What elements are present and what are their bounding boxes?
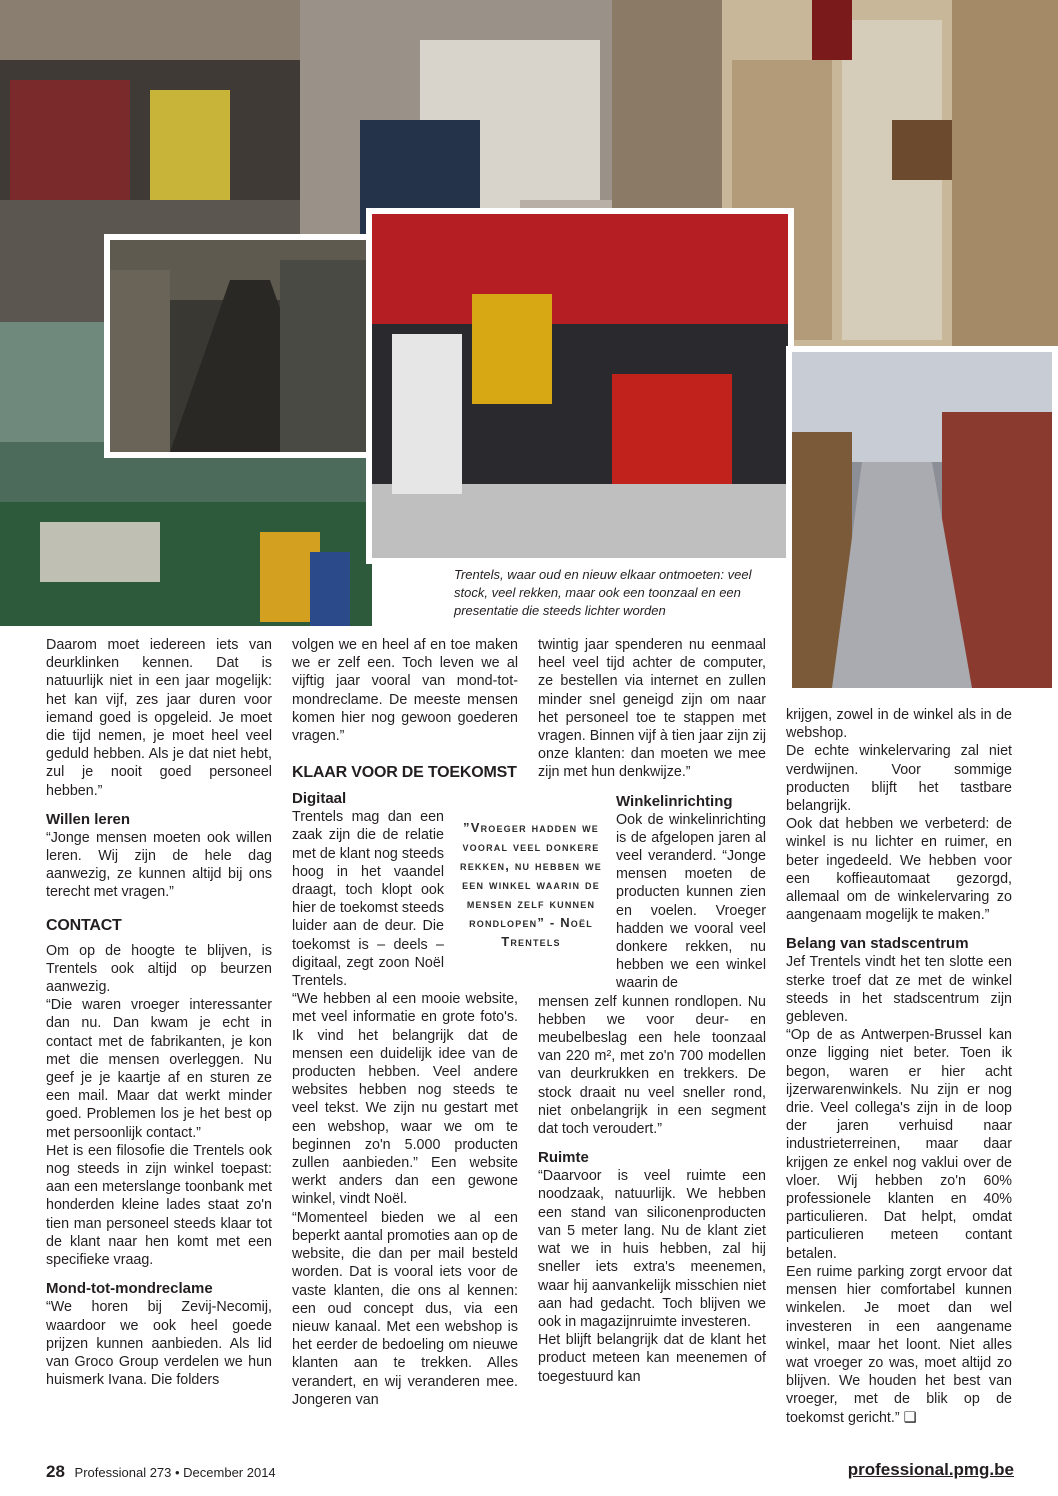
paragraph: “Momenteel bieden we al een beperkt aantal promoties aan op de website, die dan per mail besteld worden. Dat is vooral iets voor de vaste klanten, die ons al kennen: een oud concept dus, via een nieuw kanaal. Met een webshop is het eerder de bedoeling om nieuwe klanten aan te trekken. Alles verandert, en wij veranderen mee. Jongeren van — [292, 1209, 518, 1408]
photo-caption: Trentels, waar oud en nieuw elkaar ontmoeten: veel stock, veel rekken, maar ook een toonzaal en een presentatie die steeds lichter worden — [454, 567, 752, 618]
section-heading: KLAAR VOOR DE TOEKOMST — [292, 764, 517, 782]
drawer-aisle-photo — [104, 234, 404, 458]
subheading: Ruimte — [538, 1149, 589, 1167]
paragraph: Ook dat hebben we verbeterd: de winkel is nu lichter en ruimer, en beter ingedeeld. We hebben voor een koffieautomaat gezorgd, allemaal om de winkelervaring zo aangenaam mogelijk te maken.” — [786, 816, 1012, 924]
paragraph: “Jonge mensen moeten ook willen leren. Wij zijn de hele dag aanwezig, ze kunnen altijd bij ons terecht met vragen.” — [46, 829, 272, 901]
paragraph: twintig jaar spenderen nu eenmaal heel veel tijd achter de computer, ze bestellen via internet en zullen minder snel geneigd zijn om naar het personeel toe te stappen met vragen. Binnen vijf à tien jaar zijn zij onze klanten: dan moeten we mee zijn met hun denkwijze.” — [538, 637, 766, 781]
paragraph: Om op de hoogte te blijven, is Trentels ook altijd op beurzen aanwezig. — [46, 942, 272, 996]
paragraph: “Op de as Antwerpen-Brussel kan onze ligging niet beter. Toen ik begon, waren er hier acht ijzerwarenwinkels. Nu zijn er nog drie. Veel collega's zijn in de loop der jaren verhuisd naar industrieterreinen, maar daar krijgen ze enkel nog vaklui over de vloer. Wij hebben zo'n 60% professionele klanten en 40% particulieren. Dat helpt, omdat particulieren meteen contant betalen. — [786, 1027, 1012, 1262]
tool-wall-photo — [366, 208, 794, 564]
paragraph: Het blijft belangrijk dat de klant het product meteen kan meenemen of toegestuurd kan — [538, 1332, 766, 1385]
paragraph: “Daarvoor is veel ruimte een noodzaak, natuurlijk. We hebben een stand van siliconenproducten van 5 meter lang. Nu de klant ziet wat we in huis hebben, zal hij sneller iets extra's meenemen, waar hij aanvankelijk misschien niet aan had gedacht. Toch blijven we ook in magazijnruimte investeren. — [538, 1168, 766, 1330]
subheading: Willen leren — [46, 810, 131, 828]
paragraph: Een ruime parking zorgt ervoor dat mensen hier comfortabel kunnen winkelen. Je moet dan wel investeren in een aangename winkel, maar het loont. Niet alles wat vroeger zo was, moet altijd zo blijven. We houden het best van vroeger, met de blik op de toekomst gericht.” ❑ — [786, 1263, 1012, 1426]
paragraph: “Die waren vroeger interessanter dan nu. Dan kwam je echt in contact met de fabrikanten, je kon met die mensen overleggen. Nu geef je je kaartje af en sturen ze een mail. Maar dat werkt minder goed. Problemen los je het best op met persoonlijk contact.” — [46, 997, 272, 1141]
paragraph: Jef Trentels vindt het ten slotte een sterke troef dat ze met de winkel steeds in het stadscentrum zijn gebleven. — [786, 954, 1012, 1026]
subheading: Mond-tot-mondreclame — [46, 1280, 213, 1298]
issue-info: Professional 273 • December 2014 — [74, 1465, 276, 1480]
paragraph: mensen zelf kunnen rondlopen. Nu hebben we voor deur- en meubelbeslag een hele toonzaal van 220 m², met zo'n 700 modellen van deurkrukken en trekkers. De stock draait nu veel sneller rond, niet onbelangrijk in een segment dat toch veroudert.” — [538, 993, 766, 1138]
paragraph: “We horen bij Zevij-Necomij, waardoor we ook heel goede prijzen kunnen aanbieden. Als lid van Groco Group verdelen we hun huismerk Ivana. Die folders — [46, 1299, 272, 1389]
subheading: Digitaal — [292, 790, 347, 808]
subheading: Belang van stadscentrum — [786, 935, 969, 953]
column-3 — [538, 636, 766, 1386]
column-4 — [786, 706, 1012, 1427]
page-number: 28 — [46, 1462, 65, 1481]
paragraph: volgen we en heel af en toe maken we er zelf een. Toch leven we al vijftig jaar vooral van mond-tot-mondreclame. De meeste mensen komen hier nog gewoon goederen vragen.” — [292, 637, 518, 745]
subheading: Winkelinrichting — [616, 792, 733, 810]
section-heading: CONTACT — [46, 916, 122, 934]
pull-quote: ”Vroeger hadden we vooral veel donkere rekken, nu hebben we een winkel waarin de mensen zelf kunnen rondlopen” - Noël Trentels — [460, 820, 602, 949]
paragraph: Het is een filosofie die Trentels ook nog steeds in zijn winkel toepast: aan een meterslange toonbank met honderden kleine lades staat zo'n tien man personeel steeds klaar tot de klant naar hen komt met een specifieke vraag. — [46, 1142, 272, 1269]
column-2 — [292, 636, 518, 1409]
paragraph: De echte winkelervaring zal niet verdwijnen. Voor sommige producten blijft het tastbare belangrijk. — [786, 743, 1012, 815]
column-1 — [46, 636, 272, 1389]
paragraph: Trentels mag dan een zaak zijn die de relatie met de klant nog steeds hoog in het vaandel draagt, toch klopt ook hier de toekomst steeds luider aan de deur. Die toekomst is – deels – digitaal, zegt zoon Noël Trentels. — [292, 809, 444, 990]
website-link[interactable]: professional.pmg.be — [847, 1460, 1014, 1479]
paragraph: “We hebben al een mooie website, met veel informatie en grote foto's. Ik vind het belangrijk dat de mensen een duidelijk idee van de producten hebben. Veel andere websites hebben nog steeds te veel tekst. We zijn nu gestart met een webshop, waar we om te beginnen zo'n 5.000 producten zullen aanbieden.” Een website werkt anders dan een gewone winkel, vindt Noël. — [292, 991, 518, 1208]
footer-left — [46, 1462, 276, 1482]
paragraph: krijgen, zowel in de winkel als in de webshop. — [786, 707, 1012, 742]
paragraph: Daarom moet iedereen iets van deurklinken kennen. Dat is natuurlijk niet in een jaar mogelijk: het kan vijf, zes jaar duren voor iemand goed is opgeleid. Je moet die tijd nemen, je moet heel veel geduld hebben. Als je dat niet hebt, zul je nooit goed personeel hebben.” — [46, 637, 272, 799]
store-interior-photo — [786, 346, 1058, 694]
paragraph: Ook de winkelinrichting is de afgelopen jaren al veel veranderd. “Jonge mensen moeten de producten kunnen zien en voelen. Vroeger hadden we vooral veel donkere rekken, nu hebben we een winkel waarin de — [616, 811, 766, 992]
